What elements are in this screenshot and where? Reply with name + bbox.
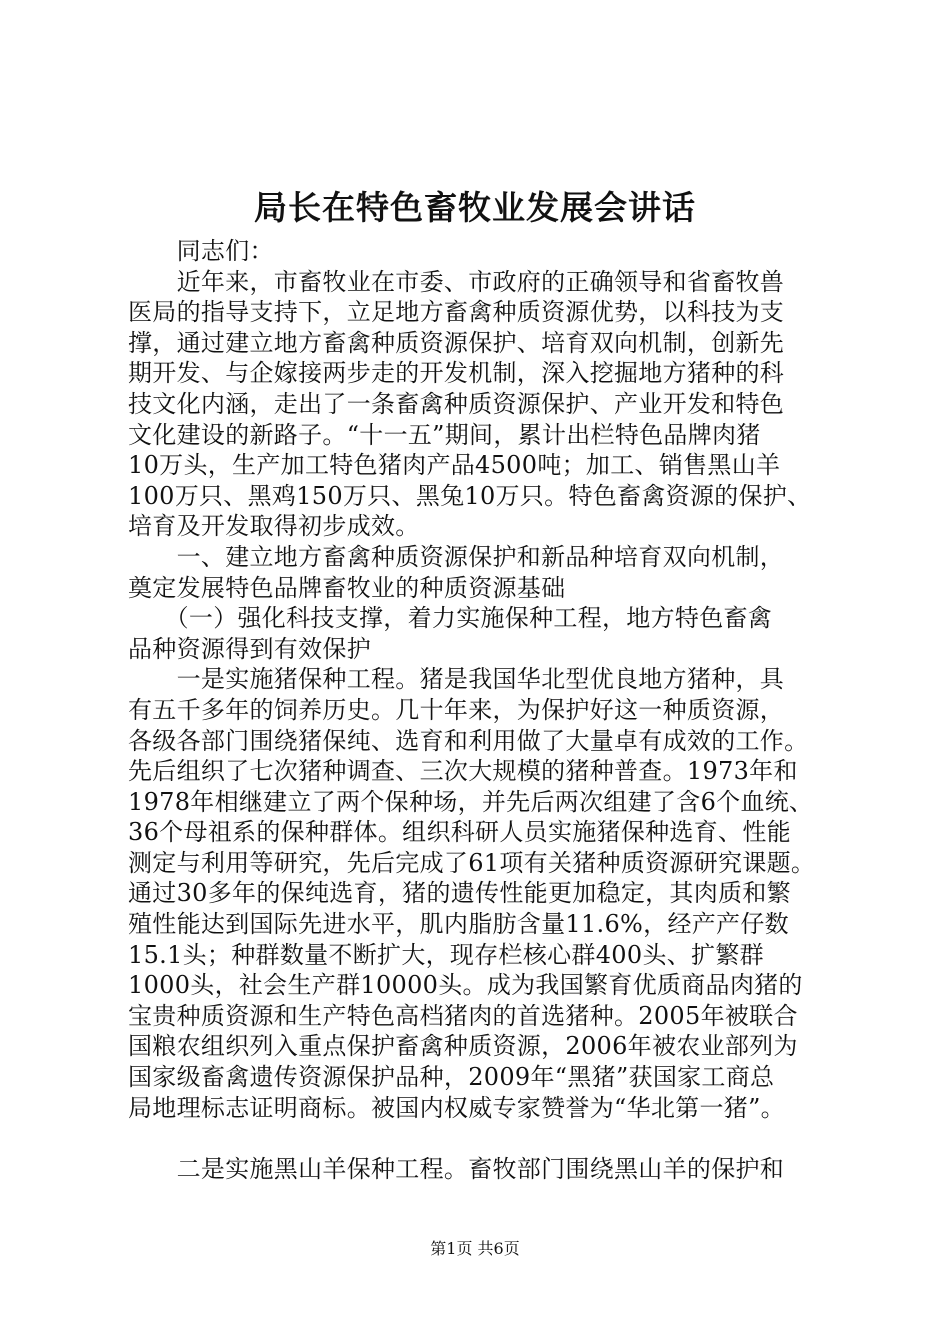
body-line: 撑，通过建立地方畜禽种质资源保护、培育双向机制，创新先 <box>128 328 785 357</box>
section-heading-line: 一、建立地方畜禽种质资源保护和新品种培育双向机制， <box>128 542 785 571</box>
body-line: 国家级畜禽遗传资源保护品种，2009年“黑猪”获国家工商总 <box>128 1063 775 1092</box>
body-line: 医局的指导支持下，立足地方畜禽种质资源优势，以科技为支 <box>128 298 785 327</box>
section-heading-line: 奠定发展特色品牌畜牧业的种质资源基础 <box>128 573 566 602</box>
document-title: 局长在特色畜牧业发展会讲话 <box>254 188 696 227</box>
body-line: 殖性能达到国际先进水平，肌内脂肪含量11.6%，经产产仔数 <box>128 910 789 939</box>
subsection-heading-line: 品种资源得到有效保护 <box>128 634 371 663</box>
subsection-heading-line: （一）强化科技支撑，着力实施保种工程，地方特色畜禽 <box>128 604 773 633</box>
body-line: 先后组织了七次猪种调查、三次大规模的猪种普查。1973年和 <box>128 757 798 786</box>
body-line: 有五千多年的饲养历史。几十年来，为保护好这一种质资源， <box>128 695 785 724</box>
body-line: 10万头，生产加工特色猪肉产品4500吨；加工、销售黑山羊 <box>128 451 781 480</box>
body-line: 1978年相继建立了两个保种场，并先后两次组建了含6个血统、 <box>128 787 814 816</box>
body-line: 通过30多年的保纯选育，猪的遗传性能更加稳定，其肉质和繁 <box>128 879 791 908</box>
body-line: 技文化内涵，走出了一条畜禽种质资源保护、产业开发和特色 <box>128 389 785 418</box>
page-footer: 第1页 共6页 <box>430 1239 520 1258</box>
body-line: 文化建设的新路子。“十一五”期间，累计出栏特色品牌肉猪 <box>128 420 761 449</box>
body-line: 36个母祖系的保种群体。组织科研人员实施猪保种选育、性能 <box>128 818 791 847</box>
body-line: 二是实施黑山羊保种工程。畜牧部门围绕黑山羊的保护和 <box>128 1155 785 1184</box>
body-line: 一是实施猪保种工程。猪是我国华北型优良地方猪种，具 <box>128 665 785 694</box>
body-line: 宝贵种质资源和生产特色高档猪肉的首选猪种。2005年被联合 <box>128 1001 798 1030</box>
body-line: 培育及开发取得初步成效。 <box>128 512 420 541</box>
body-line: 同志们： <box>128 237 274 265</box>
body-line: 期开发、与企嫁接两步走的开发机制，深入挖掘地方猪种的科 <box>128 359 785 388</box>
body-line: 100万只、黑鸡150万只、黑兔10万只。特色畜禽资源的保护、 <box>128 481 812 510</box>
paragraph-break <box>128 1123 832 1154</box>
body-line: 1000头，社会生产群10000头。成为我国繁育优质商品肉猪的 <box>128 971 803 1000</box>
body-line: 15.1头；种群数量不断扩大，现存栏核心群400头、扩繁群 <box>128 940 764 969</box>
body-line: 近年来，市畜牧业在市委、市政府的正确领导和省畜牧兽 <box>128 267 785 296</box>
body-line: 各级各部门围绕猪保纯、选育和利用做了大量卓有成效的工作。 <box>128 726 809 755</box>
document-body <box>128 236 832 1185</box>
body-line: 测定与利用等研究，先后完成了61项有关猪种质资源研究课题。 <box>128 848 816 877</box>
body-line: 国粮农组织列入重点保护畜禽种质资源，2006年被农业部列为 <box>128 1032 798 1061</box>
body-line: 局地理标志证明商标。被国内权威专家赞誉为“华北第一猪”。 <box>128 1093 785 1122</box>
